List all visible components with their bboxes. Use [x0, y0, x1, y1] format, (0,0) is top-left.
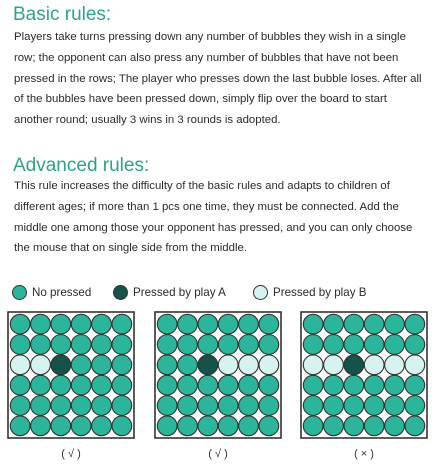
bubble-unpressed [71, 355, 91, 375]
bubble-unpressed [92, 355, 112, 375]
bubble-pressed-a [51, 355, 71, 375]
basic-rules-text: Players take turns pressing down any number of bubbles they wish in a single row; the opponent can also press any number of bubbles that have not been pressed in the rows; The player who presses down the last bubble loses. After all of the bubbles have been pressed down, simply flip over the board to start another round; usually 3 wins in 3 rounds is adopted. [14, 31, 422, 127]
bubble-unpressed [92, 314, 112, 334]
bubble-unpressed [10, 416, 30, 436]
bubble-unpressed [385, 396, 405, 416]
bubble-unpressed [239, 416, 259, 436]
bubble-unpressed [324, 375, 344, 395]
bubble-unpressed [198, 314, 218, 334]
bubble-pressed-b [259, 355, 279, 375]
bubble-unpressed [92, 416, 112, 436]
bubble-unpressed [10, 335, 30, 355]
bubble-unpressed [218, 335, 238, 355]
board-caption-3: ( × ) [354, 448, 374, 460]
bubble-board-2 [154, 311, 282, 439]
bubble-unpressed [157, 335, 177, 355]
bubble-pressed-b [324, 355, 344, 375]
bubble-unpressed [31, 396, 51, 416]
bubble-unpressed [198, 416, 218, 436]
bubble-pressed-b [405, 355, 425, 375]
bubble-unpressed [31, 335, 51, 355]
bubble-unpressed [303, 335, 323, 355]
bubble-unpressed [157, 355, 177, 375]
bubble-unpressed [259, 375, 279, 395]
legend-label: Pressed by play B [273, 285, 367, 299]
bubble-unpressed [31, 416, 51, 436]
bubble-unpressed [405, 396, 425, 416]
bubble-pressed-b [385, 355, 405, 375]
bubble-unpressed [259, 314, 279, 334]
bubble-unpressed [344, 416, 364, 436]
bubble-unpressed [51, 416, 71, 436]
bubble-board-3 [300, 311, 428, 439]
bubble-unpressed [92, 375, 112, 395]
bubble-pressed-b [239, 355, 259, 375]
bubble-unpressed [51, 314, 71, 334]
bubble-unpressed [51, 335, 71, 355]
advanced-rules-title: Advanced rules: [13, 155, 150, 176]
bubble-unpressed [344, 396, 364, 416]
bubble-unpressed [178, 314, 198, 334]
bubble-unpressed [303, 314, 323, 334]
legend-label: No pressed [32, 285, 92, 299]
bubble-unpressed [344, 314, 364, 334]
bubble-unpressed [385, 416, 405, 436]
bubble-unpressed [218, 375, 238, 395]
bubble-unpressed [112, 375, 132, 395]
bubble-unpressed [239, 335, 259, 355]
bubble-unpressed [71, 335, 91, 355]
bubble-unpressed [364, 375, 384, 395]
bubble-unpressed [405, 375, 425, 395]
bubble-unpressed [178, 396, 198, 416]
bubble-unpressed [92, 335, 112, 355]
bubble-pressed-b [303, 355, 323, 375]
bubble-pressed-b [31, 355, 51, 375]
bubble-unpressed [157, 375, 177, 395]
bubble-unpressed [51, 375, 71, 395]
bubble-unpressed [112, 396, 132, 416]
bubble-unpressed [157, 314, 177, 334]
bubble-unpressed [303, 375, 323, 395]
bubble-pressed-b [218, 355, 238, 375]
bubble-unpressed [71, 314, 91, 334]
bubble-board-1 [7, 311, 135, 439]
legend-label: Pressed by play A [133, 285, 226, 299]
basic-rules-title: Basic rules: [13, 4, 112, 25]
bubble-unpressed [218, 396, 238, 416]
bubble-unpressed [405, 335, 425, 355]
bubble-unpressed [364, 314, 384, 334]
bubble-unpressed [112, 355, 132, 375]
bubble-unpressed [10, 396, 30, 416]
bubble-pressed-b [10, 355, 30, 375]
bubble-unpressed [198, 375, 218, 395]
bubble-unpressed [385, 375, 405, 395]
bubble-unpressed [178, 375, 198, 395]
bubble-unpressed [303, 396, 323, 416]
bubble-unpressed [385, 314, 405, 334]
bubble-unpressed [239, 314, 259, 334]
bubble-unpressed [112, 335, 132, 355]
bubble-unpressed [239, 375, 259, 395]
bubble-unpressed [112, 314, 132, 334]
bubble-unpressed [71, 375, 91, 395]
bubble-unpressed [10, 375, 30, 395]
bubble-pressed-a [198, 355, 218, 375]
bubble-unpressed [385, 335, 405, 355]
bubble-unpressed [259, 335, 279, 355]
bubble-unpressed [364, 416, 384, 436]
bubble-unpressed [344, 375, 364, 395]
bubble-unpressed [157, 416, 177, 436]
bubble-unpressed [178, 355, 198, 375]
bubble-unpressed [303, 416, 323, 436]
bubble-unpressed [178, 416, 198, 436]
bubble-unpressed [259, 396, 279, 416]
bubble-unpressed [218, 416, 238, 436]
bubble-unpressed [92, 396, 112, 416]
bubble-unpressed [157, 396, 177, 416]
bubble-unpressed [10, 314, 30, 334]
bubble-unpressed [324, 335, 344, 355]
board-caption-1: ( √ ) [61, 448, 81, 460]
bubble-unpressed [71, 416, 91, 436]
bubble-pressed-a [344, 355, 364, 375]
bubble-unpressed [405, 314, 425, 334]
bubble-unpressed [198, 335, 218, 355]
bubble-unpressed [344, 335, 364, 355]
bubble-unpressed [71, 396, 91, 416]
board-caption-2: ( √ ) [208, 448, 228, 460]
bubble-unpressed [198, 396, 218, 416]
bubble-unpressed [259, 416, 279, 436]
bubble-unpressed [31, 314, 51, 334]
bubble-unpressed [31, 375, 51, 395]
bubble-unpressed [364, 335, 384, 355]
bubble-pressed-b [364, 355, 384, 375]
bubble-unpressed [178, 335, 198, 355]
bubble-unpressed [405, 416, 425, 436]
bubble-unpressed [51, 396, 71, 416]
bubble-unpressed [112, 416, 132, 436]
bubble-unpressed [324, 416, 344, 436]
advanced-rules-text: This rule increases the difficulty of the basic rules and adapts to children of different ages; if more than 1 pcs one time, they must be connected. Add the middle one among those your opponent has pressed, and you can only choose the mouse that on single side from the middle. [14, 180, 413, 255]
bubble-unpressed [324, 396, 344, 416]
bubble-unpressed [324, 314, 344, 334]
bubble-unpressed [364, 396, 384, 416]
bubble-unpressed [218, 314, 238, 334]
bubble-unpressed [239, 396, 259, 416]
